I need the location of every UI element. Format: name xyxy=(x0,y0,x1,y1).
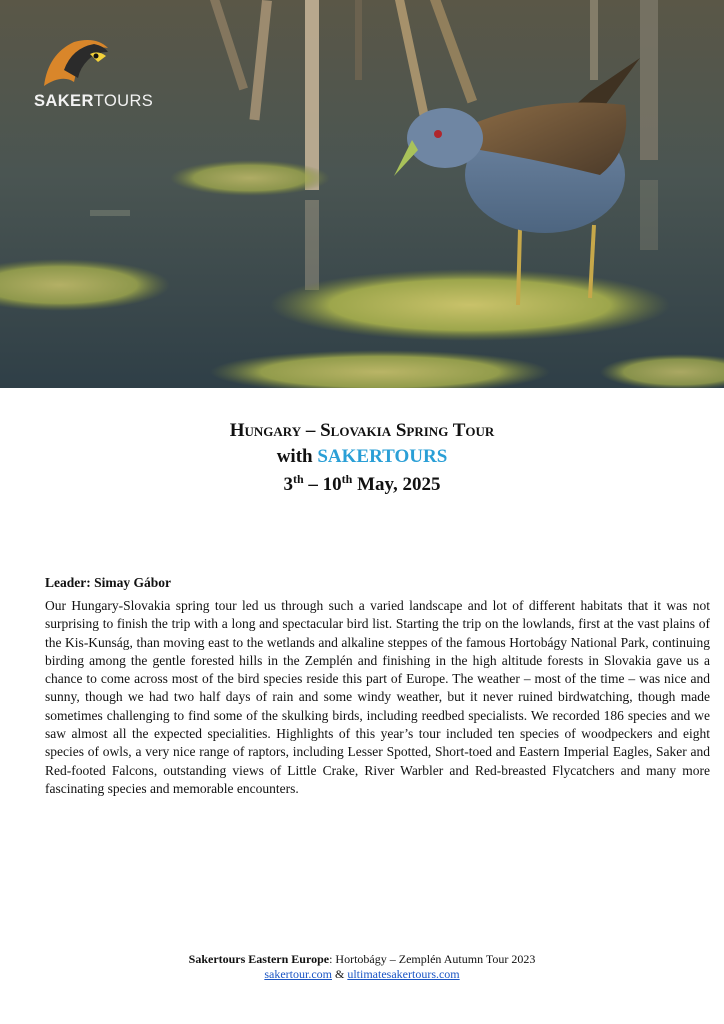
page-footer xyxy=(0,952,724,982)
tour-title: Hungary – Slovakia Spring Tour xyxy=(229,420,495,441)
footer-link-ultimatesakertours[interactable]: ultimatesakertours.com xyxy=(347,967,460,981)
date-rest: May, 2025 xyxy=(352,474,441,495)
brand-name: SAKERTOURS xyxy=(317,446,448,467)
logo-wordmark xyxy=(34,92,164,111)
date-start-suffix: th xyxy=(293,472,304,486)
footer-line-2 xyxy=(0,967,724,982)
date-start: 3 xyxy=(283,474,293,495)
tour-leader: Leader: Simay Gábor xyxy=(45,575,171,590)
logo-text-light: TOURS xyxy=(93,92,154,110)
falcon-logo-icon xyxy=(34,34,112,94)
footer-ampersand: & xyxy=(332,967,348,981)
date-end-suffix: th xyxy=(341,472,353,486)
date-separator: – 10 xyxy=(303,474,342,495)
summary-paragraph: Our Hungary-Slovakia spring tour led us through such a varied landscape and lot of different habitats that it was not surprising to finish the trip with a long and spectacular bird list. Starting the trip on the lowlands, first at the vast plains of the Kis-Kunság, than moving east to the wetlands and alkaline steppes of the famous Hortobágy National Park, continuing birding among the gentle forested hills in the Zemplén and finishing in the high altitude forests in Slovakia gave us a chance to come across most of the bird species reside this part of Europe. The weather – most of the time – was nice and sunny, though we had two half days of rain and some windy weather, but it never ruined birdwatching, though made sometimes challenging to find some of the skulking birds, including reedbed specialists. We recorded 186 species and we saw almost all the expected specialities. Highlights of this year’s tour included ten species of woodpeckers and eight species of owls, a very nice range of raptors, including Lesser Spotted, Short-toed and Eastern Imperial Eagles, Saker and Red-footed Falcons, outstanding views of Little Crake, River Warbler and Red-breasted Flycatchers and many more fascinating species and memorable encounters. xyxy=(45,598,710,796)
logo-text-bold: SAKER xyxy=(34,92,94,110)
report-body xyxy=(45,575,710,798)
footer-company: Sakertours Eastern Europe xyxy=(188,952,330,966)
footer-tour: : Hortobágy – Zemplén Autumn Tour 2023 xyxy=(329,952,536,966)
title-block xyxy=(0,418,724,500)
tour-dates xyxy=(0,470,724,500)
footer-link-sakertour[interactable]: sakertour.com xyxy=(264,967,332,981)
tour-subtitle xyxy=(0,444,724,470)
footer-line-1 xyxy=(0,952,724,967)
logo xyxy=(34,34,154,124)
subtitle-prefix: with xyxy=(276,446,318,467)
hero-photo xyxy=(0,0,724,388)
